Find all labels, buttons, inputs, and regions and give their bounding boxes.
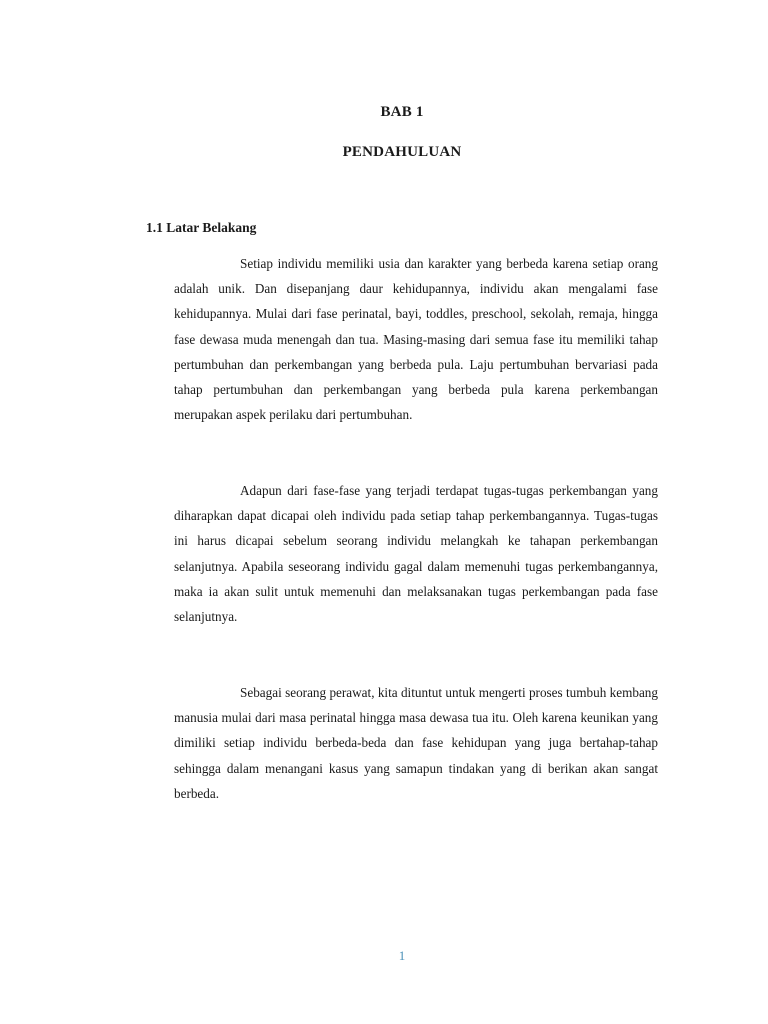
paragraph-2: Adapun dari fase-fase yang terjadi terdapat tugas-tugas perkembangan yang diharapkan dapat dicapai oleh individu pada setiap tahap perkembangannya. Tugas-tugas ini harus dicapai sebelum seorang individu melangkah ke tahapan perkembangan selanjutnya. Apabila seseorang individu gagal dalam memenuhi tugas perkembangannya, maka ia akan sulit untuk memenuhi dan melaksanakan tugas perkembangan pada fase selanjutnya. (174, 483, 658, 625)
chapter-title: PENDAHULUAN (342, 144, 462, 160)
page-number: 1 (398, 948, 406, 963)
paragraph-1: Setiap individu memiliki usia dan karakter yang berbeda karena setiap orang adalah unik. Dan disepanjang daur kehidupannya, individu akan mengalami fase kehidupannya. Mulai dari fase perinatal, bayi, toddles, preschool, sekolah, remaja, hingga fase dewasa muda menengah dan tua. Masing-masing dari semua fase itu memiliki tahap pertumbuhan dan perkembangan yang berbeda pula. Laju pertumbuhan bervariasi pada tahap pertumbuhan dan perkembangan yang berbeda pula karena perkembangan merupakan aspek perilaku dari pertumbuhan. (174, 256, 658, 423)
paragraph-3: Sebagai seorang perawat, kita dituntut untuk mengerti proses tumbuh kembang manusia mulai dari masa perinatal hingga masa dewasa tua itu. Oleh karena keunikan yang dimiliki setiap individu berbeda-beda dan fase kehidupan yang juga bertahap-tahap sehingga dalam menangani kasus yang samapun tindakan yang di berikan akan sangat berbeda. (174, 685, 658, 801)
section-heading: 1.1 Latar Belakang (146, 220, 257, 235)
chapter-number: BAB 1 (380, 104, 424, 120)
